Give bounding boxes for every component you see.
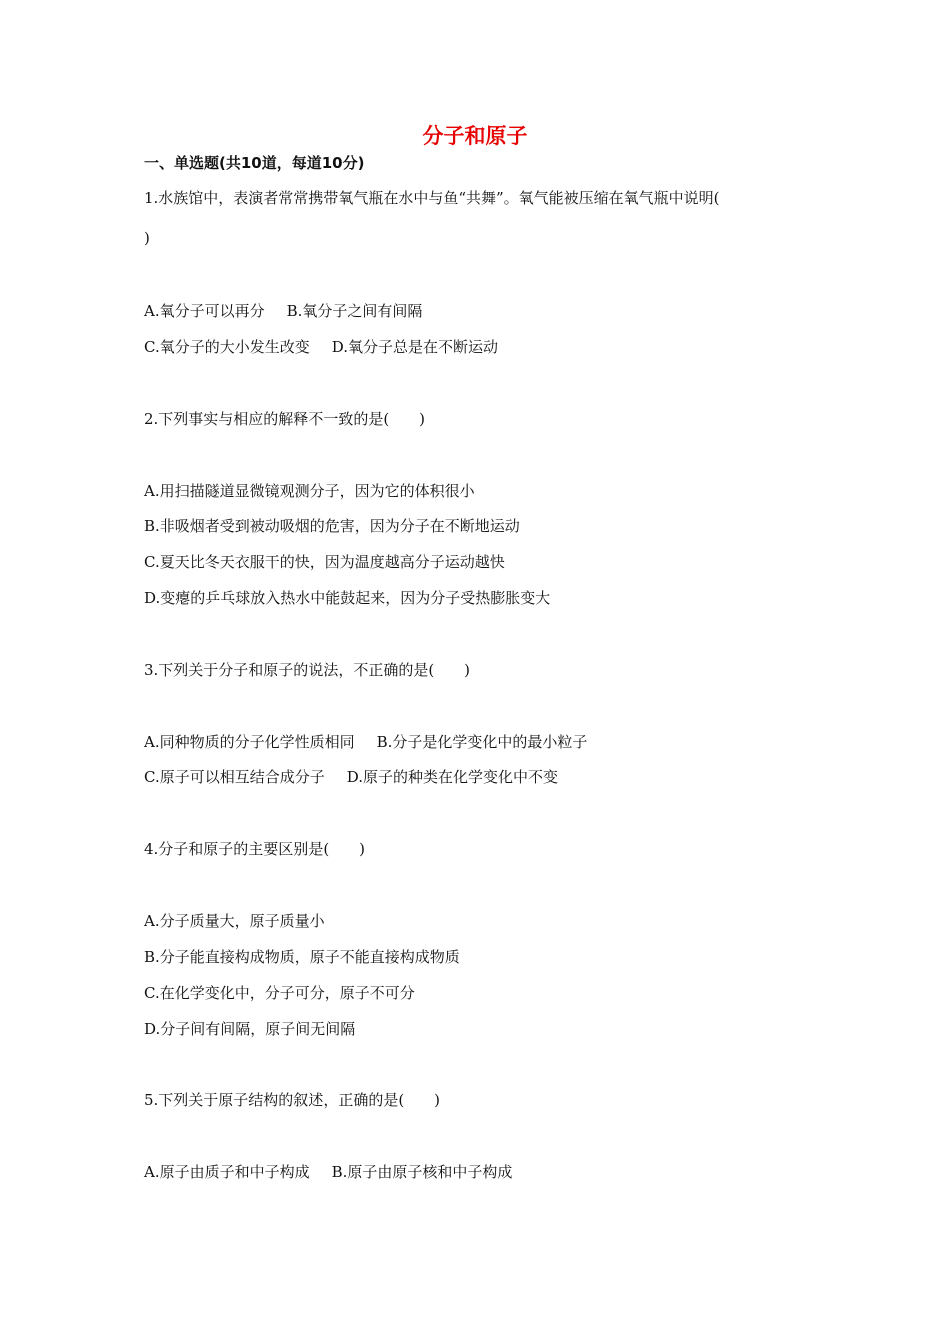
question-1-option-d: D.氧分子总是在不断运动 bbox=[331, 338, 498, 356]
question-3-option-a: A.同种物质的分子化学性质相同 bbox=[144, 733, 355, 751]
question-2-stem: 2.下列事实与相应的解释不一致的是( ) bbox=[144, 410, 426, 428]
question-1-options-row-1 bbox=[144, 301, 422, 321]
question-2-option-c: C.夏天比冬天衣服干的快，因为温度越高分子运动越快 bbox=[144, 553, 505, 571]
question-4-option-c: C.在化学变化中，分子可分，原子不可分 bbox=[144, 984, 415, 1002]
question-3-option-d: D.原子的种类在化学变化中不变 bbox=[346, 768, 558, 786]
question-3-option-c: C.原子可以相互结合成分子 bbox=[144, 768, 325, 786]
question-1-option-a: A.氧分子可以再分 bbox=[144, 302, 265, 320]
question-4-option-d: D.分子间有间隔，原子间无间隔 bbox=[144, 1020, 356, 1038]
question-1-option-b: B.氧分子之间有间隔 bbox=[286, 302, 423, 320]
question-2-option-b: B.非吸烟者受到被动吸烟的危害，因为分子在不断地运动 bbox=[144, 517, 520, 535]
question-4-option-a: A.分子质量大，原子质量小 bbox=[144, 912, 325, 930]
question-3-stem: 3.下列关于分子和原子的说法，不正确的是( ) bbox=[144, 661, 471, 679]
question-3-option-b: B.分子是化学变化中的最小粒子 bbox=[376, 733, 588, 751]
question-3-options-row-1 bbox=[144, 732, 587, 752]
question-1-options-row-2 bbox=[144, 337, 498, 357]
question-5-options-row-1 bbox=[144, 1162, 512, 1182]
question-2-option-a: A.用扫描隧道显微镜观测分子，因为它的体积很小 bbox=[144, 482, 475, 500]
question-3-options-row-2 bbox=[144, 767, 558, 787]
question-2-option-d: D.变瘪的乒乓球放入热水中能鼓起来，因为分子受热膨胀变大 bbox=[144, 589, 551, 607]
question-5-option-b: B.原子由原子核和中子构成 bbox=[331, 1163, 513, 1181]
question-5-option-a: A.原子由质子和中子构成 bbox=[144, 1163, 310, 1181]
question-4-stem: 4.分子和原子的主要区别是( ) bbox=[144, 840, 366, 858]
question-1-stem-line-1: 1.水族馆中，表演者常常携带氧气瓶在水中与鱼“共舞”。氧气能被压缩在氧气瓶中说明( bbox=[144, 189, 720, 207]
question-1-stem-line-2: ) bbox=[144, 229, 150, 247]
question-1-option-c: C.氧分子的大小发生改变 bbox=[144, 338, 310, 356]
question-4-option-b: B.分子能直接构成物质，原子不能直接构成物质 bbox=[144, 948, 460, 966]
page-title: 分子和原子 bbox=[422, 124, 528, 148]
question-5-stem: 5.下列关于原子结构的叙述，正确的是( ) bbox=[144, 1091, 441, 1109]
section-heading: 一、单选题(共10道，每道10分) bbox=[144, 154, 365, 172]
